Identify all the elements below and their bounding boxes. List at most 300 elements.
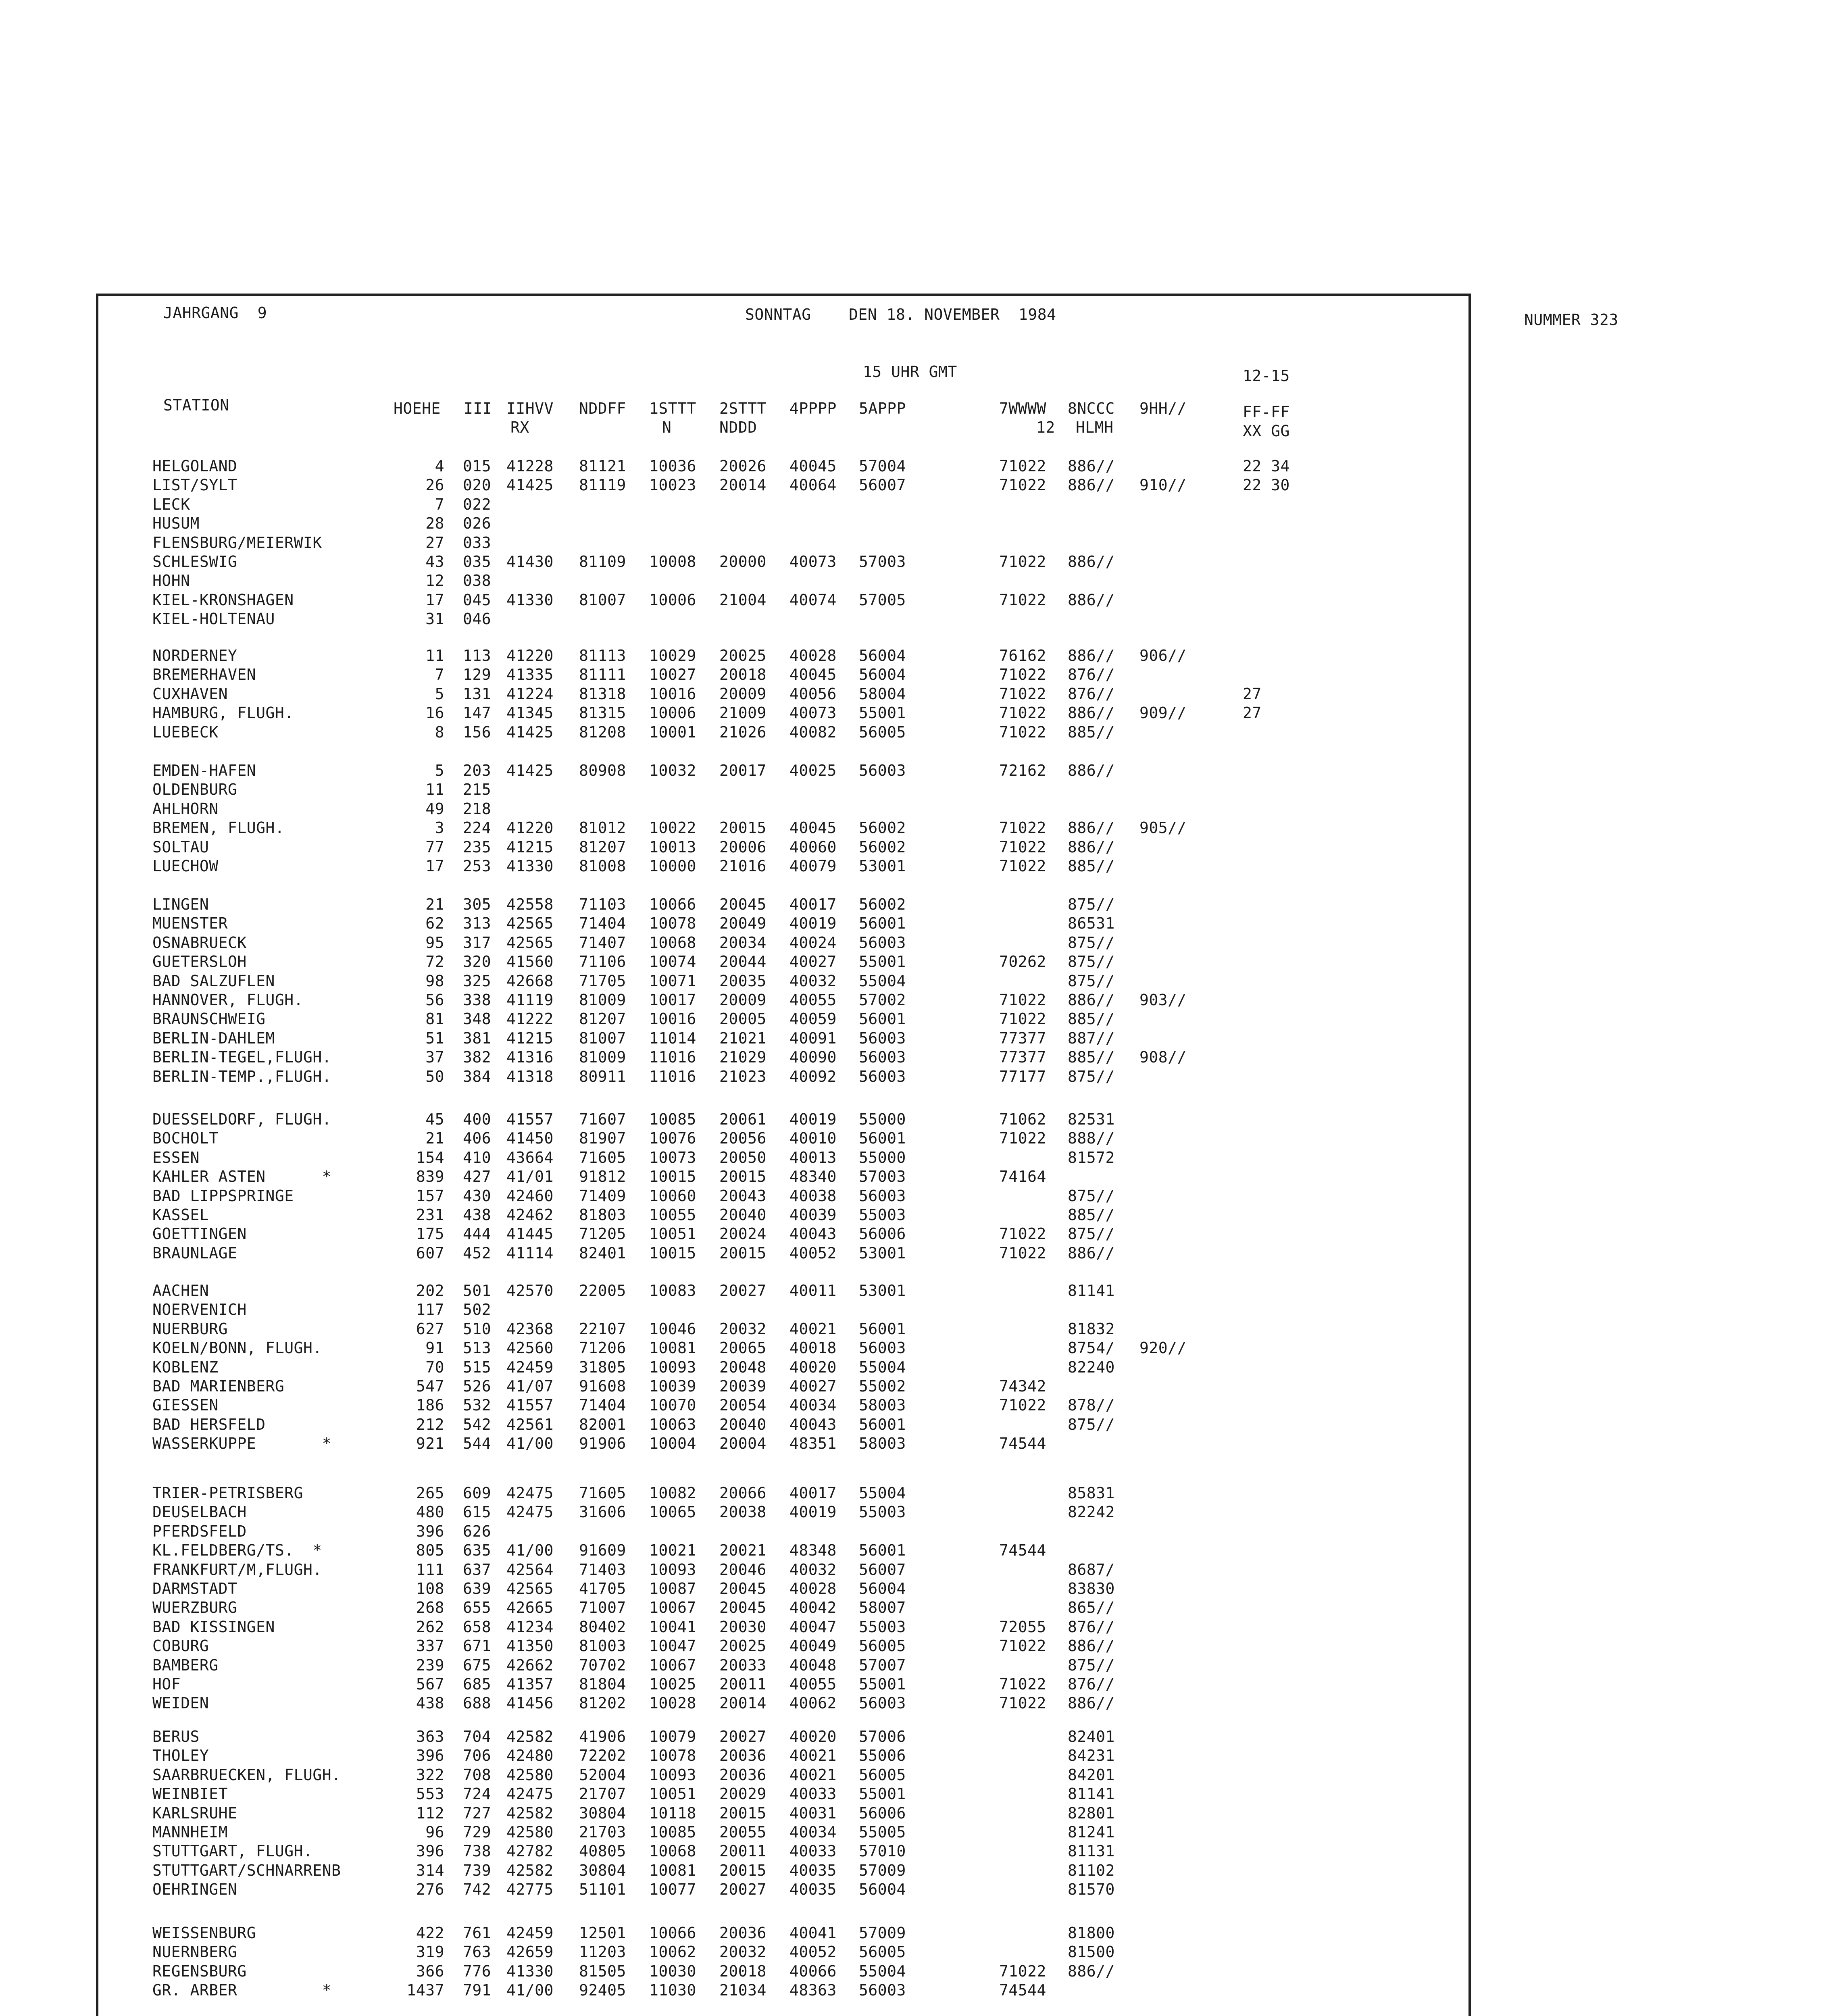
cell-hoehe: 262 [416, 1618, 444, 1636]
cell-wwww7: 77177 [999, 1067, 1046, 1085]
cell-sttt2: 20006 [719, 838, 767, 856]
cell-nddff: 71404 [579, 914, 626, 933]
cell-station: REGENSBURG [152, 1962, 247, 1980]
cell-sttt2: 20021 [719, 1541, 767, 1560]
cell-nccc8: 81141 [1068, 1282, 1115, 1300]
cell-nccc8: 83830 [1068, 1580, 1115, 1597]
cell-appp5: 56003 [859, 1029, 906, 1047]
cell-sttt1: 10006 [649, 591, 696, 609]
cell-sttt2: 20061 [719, 1110, 767, 1128]
cell-nccc8: 81800 [1068, 1924, 1115, 1942]
cell-iii: 675 [463, 1656, 492, 1674]
cell-sttt2: 21023 [719, 1067, 767, 1085]
cell-station: BRAUNLAGE [152, 1244, 237, 1262]
cell-iii: 776 [463, 1962, 492, 1980]
cell-sttt2: 20036 [719, 1924, 767, 1942]
cell-nddff: 71607 [579, 1110, 626, 1128]
cell-hoehe: 96 [425, 1823, 444, 1841]
cell-sttt1: 11016 [649, 1048, 696, 1066]
cell-appp5: 55001 [859, 704, 906, 722]
cell-iii: 685 [463, 1675, 492, 1693]
cell-wwww7: 71022 [999, 553, 1046, 571]
cell-nddff: 81008 [579, 857, 626, 875]
cell-wwww7: 74544 [999, 1541, 1046, 1560]
cell-nccc8: 8687/ [1068, 1560, 1115, 1579]
cell-appp5: 57004 [859, 457, 906, 475]
cell-station: KARLSRUHE [152, 1804, 237, 1822]
cell-appp5: 56006 [859, 1804, 906, 1822]
cell-pppp4: 40073 [789, 704, 837, 722]
cell-nccc8: 878// [1068, 1396, 1115, 1414]
cell-sttt1: 10093 [649, 1560, 696, 1579]
cell-station: STUTTGART, FLUGH. [152, 1842, 313, 1860]
cell-appp5: 56004 [859, 1881, 906, 1899]
cell-nddff: 81003 [579, 1637, 626, 1655]
cell-hoehe: 51 [425, 1029, 444, 1047]
cell-appp5: 56001 [859, 1415, 906, 1433]
cell-wwww7: 71022 [999, 1129, 1046, 1148]
cell-appp5: 57009 [859, 1924, 906, 1942]
cell-pppp4: 40074 [789, 591, 837, 609]
cell-iii: 708 [463, 1766, 492, 1784]
cell-appp5: 56003 [859, 1048, 906, 1066]
cell-nddff: 21707 [579, 1785, 626, 1803]
cell-iii: 704 [463, 1728, 492, 1745]
cell-nccc8: 875// [1068, 953, 1115, 971]
cell-nddff: 11203 [579, 1943, 626, 1961]
cell-station: NOERVENICH [152, 1301, 247, 1319]
cell-pppp4: 40073 [789, 553, 837, 571]
cell-sttt1: 10022 [649, 819, 696, 837]
cell-appp5: 57002 [859, 991, 906, 1009]
cell-station: OEHRINGEN [152, 1881, 237, 1899]
cell-hoehe: 480 [416, 1503, 444, 1521]
cell-station: KASSEL [152, 1206, 209, 1224]
cell-nccc8: 886// [1068, 476, 1115, 494]
cell-station: BAD LIPPSPRINGE [152, 1187, 294, 1205]
col-iihvv-sub: RX [510, 419, 529, 436]
cell-station: BAD SALZUFLEN [152, 972, 275, 990]
cell-sttt1: 10067 [649, 1656, 696, 1674]
cell-appp5: 56003 [859, 933, 906, 952]
cell-iihvv: 41557 [506, 1110, 554, 1128]
cell-station: MANNHEIM [152, 1823, 228, 1841]
cell-sttt2: 20004 [719, 1435, 767, 1453]
cell-sttt2: 20032 [719, 1320, 767, 1338]
cell-hoehe: 11 [425, 781, 444, 799]
cell-nddff: 81119 [579, 476, 626, 494]
cell-appp5: 56002 [859, 896, 906, 913]
cell-hoehe: 31 [425, 610, 444, 628]
cell-appp5: 56005 [859, 1766, 906, 1784]
col-8nccc: 8NCCC [1068, 400, 1115, 417]
cell-iii: 544 [463, 1435, 492, 1453]
cell-hoehe: 45 [425, 1110, 444, 1128]
cell-wwww7: 74342 [999, 1377, 1046, 1395]
cell-ff: 27 [1243, 685, 1262, 703]
cell-iihvv: 43664 [506, 1148, 554, 1166]
cell-sttt2: 20046 [719, 1560, 767, 1579]
cell-sttt1: 10051 [649, 1785, 696, 1803]
cell-iihvv: 41330 [506, 1962, 554, 1980]
cell-appp5: 53001 [859, 1244, 906, 1262]
cell-hoehe: 567 [416, 1675, 444, 1693]
cell-station: LINGEN [152, 896, 209, 913]
cell-pppp4: 40041 [789, 1924, 837, 1942]
cell-sttt2: 20038 [719, 1503, 767, 1521]
cell-iihvv: 41220 [506, 819, 554, 837]
cell-pppp4: 40033 [789, 1785, 837, 1803]
cell-nddff: 81907 [579, 1129, 626, 1148]
cell-nddff: 82401 [579, 1244, 626, 1262]
cell-appp5: 55005 [859, 1823, 906, 1841]
cell-wwww7: 71022 [999, 1244, 1046, 1262]
cell-sttt1: 10063 [649, 1415, 696, 1433]
cell-iii: 406 [463, 1129, 492, 1148]
cell-nddff: 71106 [579, 953, 626, 971]
cell-pppp4: 40019 [789, 914, 837, 933]
cell-iihvv: 42462 [506, 1206, 554, 1224]
cell-wwww7: 71022 [999, 991, 1046, 1009]
cell-station: WASSERKUPPE * [152, 1435, 332, 1453]
cell-iii: 129 [463, 666, 492, 684]
cell-nddff: 22107 [579, 1320, 626, 1338]
cell-station: KIEL-KRONSHAGEN [152, 591, 294, 609]
cell-appp5: 56001 [859, 914, 906, 933]
cell-iii: 203 [463, 762, 492, 779]
cell-iii: 501 [463, 1282, 492, 1300]
cell-hoehe: 553 [416, 1785, 444, 1803]
cell-station: LUECHOW [152, 857, 219, 875]
cell-pppp4: 40034 [789, 1823, 837, 1841]
cell-sttt2: 20034 [719, 933, 767, 952]
cell-nddff: 81505 [579, 1962, 626, 1980]
cell-sttt2: 20027 [719, 1728, 767, 1745]
cell-appp5: 56003 [859, 1694, 906, 1712]
cell-hoehe: 112 [416, 1804, 444, 1822]
cell-iii: 609 [463, 1484, 492, 1502]
col-7wwww-sub: 12 [1036, 419, 1055, 436]
cell-sttt1: 10083 [649, 1282, 696, 1300]
cell-hoehe: 43 [425, 553, 444, 571]
cell-station: PFERDSFELD [152, 1522, 247, 1540]
cell-sttt2: 20026 [719, 457, 767, 475]
cell-iihvv: 41234 [506, 1618, 554, 1636]
cell-sttt2: 20027 [719, 1881, 767, 1899]
cell-sttt1: 10068 [649, 933, 696, 952]
cell-iihvv: 41560 [506, 953, 554, 971]
cell-iii: 348 [463, 1010, 492, 1028]
cell-pppp4: 40018 [789, 1339, 837, 1357]
cell-hoehe: 239 [416, 1656, 444, 1674]
cell-appp5: 55004 [859, 1484, 906, 1502]
cell-nddff: 71605 [579, 1484, 626, 1502]
cell-iii: 046 [463, 610, 492, 628]
cell-pppp4: 40042 [789, 1599, 837, 1617]
cell-station: BREMEN, FLUGH. [152, 819, 285, 837]
cell-sttt1: 11014 [649, 1029, 696, 1047]
cell-pppp4: 40027 [789, 953, 837, 971]
cell-iii: 035 [463, 553, 492, 571]
cell-iihvv: 41330 [506, 591, 554, 609]
cell-hoehe: 396 [416, 1522, 444, 1540]
cell-sttt2: 20056 [719, 1129, 767, 1148]
cell-sttt2: 20044 [719, 953, 767, 971]
cell-iii: 671 [463, 1637, 492, 1655]
cell-station: BAMBERG [152, 1656, 219, 1674]
cell-station: BERLIN-TEMP.,FLUGH. [152, 1067, 332, 1085]
col-2sttt-sub: NDDD [719, 419, 757, 436]
cell-appp5: 56003 [859, 1339, 906, 1357]
cell-pppp4: 40048 [789, 1656, 837, 1674]
cell-hoehe: 95 [425, 933, 444, 952]
cell-iihvv: 41/00 [506, 1541, 554, 1560]
cell-sttt2: 20015 [719, 1804, 767, 1822]
cell-appp5: 57010 [859, 1842, 906, 1860]
cell-pppp4: 40017 [789, 896, 837, 913]
col-5appp: 5APPP [859, 400, 906, 417]
cell-station: BERLIN-TEGEL,FLUGH. [152, 1048, 332, 1066]
cell-appp5: 58003 [859, 1435, 906, 1453]
cell-ff: 22 30 [1243, 476, 1290, 494]
cell-hoehe: 7 [435, 495, 444, 513]
cell-sttt2: 20018 [719, 666, 767, 684]
cell-wwww7: 71022 [999, 1675, 1046, 1693]
cell-iihvv: 41215 [506, 838, 554, 856]
cell-nddff: 71407 [579, 933, 626, 952]
cell-nccc8: 885// [1068, 1010, 1115, 1028]
cell-iihvv: 42565 [506, 914, 554, 933]
cell-station: HOF [152, 1675, 181, 1693]
cell-sttt1: 10021 [649, 1541, 696, 1560]
cell-nddff: 31805 [579, 1358, 626, 1376]
cell-sttt1: 10001 [649, 723, 696, 741]
cell-station: MUENSTER [152, 914, 228, 933]
cell-hoehe: 16 [425, 704, 444, 722]
cell-station: SCHLESWIG [152, 553, 237, 571]
col-ffff-sub: XX GG [1243, 422, 1290, 440]
cell-iii: 635 [463, 1541, 492, 1560]
cell-iii: 215 [463, 781, 492, 799]
cell-pppp4: 40043 [789, 1225, 837, 1243]
cell-wwww7: 74544 [999, 1981, 1046, 1999]
cell-iii: 026 [463, 514, 492, 533]
cell-iii: 382 [463, 1048, 492, 1066]
cell-nccc8: 81570 [1068, 1881, 1115, 1899]
cell-iihvv: 41425 [506, 723, 554, 741]
cell-sttt2: 20040 [719, 1415, 767, 1433]
cell-sttt1: 10079 [649, 1728, 696, 1745]
cell-nddff: 92405 [579, 1981, 626, 1999]
cell-nddff: 41705 [579, 1580, 626, 1597]
cell-hoehe: 314 [416, 1861, 444, 1879]
cell-sttt2: 20009 [719, 685, 767, 703]
cell-pppp4: 40031 [789, 1804, 837, 1822]
cell-nccc8: 865// [1068, 1599, 1115, 1617]
cell-sttt1: 10032 [649, 762, 696, 779]
cell-sttt2: 20015 [719, 1861, 767, 1879]
cell-hoehe: 396 [416, 1747, 444, 1765]
cell-sttt1: 10081 [649, 1339, 696, 1357]
cell-nccc8: 81102 [1068, 1861, 1115, 1879]
cell-nddff: 30804 [579, 1861, 626, 1879]
cell-sttt2: 20039 [719, 1377, 767, 1395]
cell-iihvv: 41/00 [506, 1981, 554, 1999]
cell-sttt1: 10078 [649, 914, 696, 933]
cell-pppp4: 40032 [789, 972, 837, 990]
cell-pppp4: 40047 [789, 1618, 837, 1636]
cell-sttt2: 20049 [719, 914, 767, 933]
cell-appp5: 56004 [859, 1580, 906, 1597]
cell-nddff: 71409 [579, 1187, 626, 1205]
cell-hoehe: 111 [416, 1560, 444, 1579]
cell-iihvv: 41450 [506, 1129, 554, 1148]
issue-number: NUMMER 323 [1524, 311, 1618, 329]
cell-sttt2: 20036 [719, 1747, 767, 1765]
col-4pppp: 4PPPP [789, 400, 837, 417]
cell-hoehe: 212 [416, 1415, 444, 1433]
cell-nccc8: 81241 [1068, 1823, 1115, 1841]
cell-hoehe: 108 [416, 1580, 444, 1597]
cell-sttt1: 10085 [649, 1110, 696, 1128]
cell-iii: 156 [463, 723, 492, 741]
cell-nddff: 80911 [579, 1067, 626, 1085]
gust-interval: 12-15 [1243, 367, 1290, 385]
cell-sttt1: 10015 [649, 1168, 696, 1186]
cell-iihvv: 41/01 [506, 1168, 554, 1186]
cell-station: BAD KISSINGEN [152, 1618, 275, 1636]
cell-iii: 655 [463, 1599, 492, 1617]
cell-iii: 218 [463, 800, 492, 818]
cell-hoehe: 77 [425, 838, 444, 856]
cell-station: LUEBECK [152, 723, 219, 741]
cell-wwww7: 74164 [999, 1168, 1046, 1186]
table-frame [96, 294, 1471, 2016]
cell-nccc8: 875// [1068, 933, 1115, 952]
cell-iihvv: 41425 [506, 762, 554, 779]
cell-nccc8: 886// [1068, 553, 1115, 571]
cell-wwww7: 71022 [999, 1010, 1046, 1028]
cell-sttt2: 20043 [719, 1187, 767, 1205]
cell-appp5: 57007 [859, 1656, 906, 1674]
cell-pppp4: 48340 [789, 1168, 837, 1186]
cell-station: GIESSEN [152, 1396, 219, 1414]
cell-iihvv: 41215 [506, 1029, 554, 1047]
cell-pppp4: 40028 [789, 647, 837, 664]
cell-hh9: 905// [1139, 819, 1187, 837]
cell-pppp4: 40035 [789, 1861, 837, 1879]
cell-iihvv: 42561 [506, 1415, 554, 1433]
cell-wwww7: 71062 [999, 1110, 1046, 1128]
cell-nddff: 70702 [579, 1656, 626, 1674]
cell-pppp4: 40034 [789, 1396, 837, 1414]
cell-hoehe: 56 [425, 991, 444, 1009]
cell-hoehe: 98 [425, 972, 444, 990]
cell-iihvv: 42582 [506, 1804, 554, 1822]
cell-wwww7: 76162 [999, 647, 1046, 664]
cell-appp5: 58007 [859, 1599, 906, 1617]
cell-pppp4: 40052 [789, 1244, 837, 1262]
cell-station: COBURG [152, 1637, 209, 1655]
cell-nddff: 12501 [579, 1924, 626, 1942]
cell-iihvv: 42582 [506, 1728, 554, 1745]
cell-iihvv: 42565 [506, 933, 554, 952]
cell-pppp4: 40052 [789, 1943, 837, 1961]
cell-nddff: 91608 [579, 1377, 626, 1395]
cell-appp5: 56002 [859, 838, 906, 856]
cell-nccc8: 86531 [1068, 914, 1115, 933]
cell-station: ESSEN [152, 1148, 200, 1166]
cell-sttt2: 21009 [719, 704, 767, 722]
cell-appp5: 55003 [859, 1206, 906, 1224]
cell-iihvv: 41318 [506, 1067, 554, 1085]
cell-hoehe: 157 [416, 1187, 444, 1205]
cell-sttt1: 10065 [649, 1503, 696, 1521]
cell-sttt2: 20025 [719, 1637, 767, 1655]
cell-hh9: 908// [1139, 1048, 1187, 1066]
cell-wwww7: 71022 [999, 704, 1046, 722]
cell-pppp4: 40055 [789, 991, 837, 1009]
cell-hoehe: 363 [416, 1728, 444, 1745]
cell-sttt1: 10093 [649, 1358, 696, 1376]
col-1sttt-sub: N [662, 419, 672, 436]
cell-iii: 724 [463, 1785, 492, 1803]
cell-nddff: 81121 [579, 457, 626, 475]
cell-iihvv: 41445 [506, 1225, 554, 1243]
cell-appp5: 57003 [859, 1168, 906, 1186]
cell-nddff: 81207 [579, 1010, 626, 1028]
cell-station: LECK [152, 495, 190, 513]
cell-sttt2: 20035 [719, 972, 767, 990]
cell-hoehe: 268 [416, 1599, 444, 1617]
cell-iii: 739 [463, 1861, 492, 1879]
cell-sttt1: 10060 [649, 1187, 696, 1205]
cell-nddff: 31606 [579, 1503, 626, 1521]
cell-hoehe: 17 [425, 857, 444, 875]
cell-sttt2: 21029 [719, 1048, 767, 1066]
cell-sttt2: 20011 [719, 1675, 767, 1693]
cell-nccc8: 886// [1068, 819, 1115, 837]
cell-iihvv: 42475 [506, 1484, 554, 1502]
cell-appp5: 56003 [859, 1187, 906, 1205]
cell-nccc8: 876// [1068, 666, 1115, 684]
cell-appp5: 55006 [859, 1747, 906, 1765]
cell-iihvv: 42570 [506, 1282, 554, 1300]
cell-iihvv: 42565 [506, 1580, 554, 1597]
cell-wwww7: 71022 [999, 476, 1046, 494]
cell-iii: 113 [463, 647, 492, 664]
cell-nddff: 81007 [579, 591, 626, 609]
cell-iii: 430 [463, 1187, 492, 1205]
cell-sttt2: 20027 [719, 1282, 767, 1300]
cell-pppp4: 40019 [789, 1503, 837, 1521]
cell-appp5: 55002 [859, 1377, 906, 1395]
cell-iii: 729 [463, 1823, 492, 1841]
cell-iii: 438 [463, 1206, 492, 1224]
cell-nccc8: 886// [1068, 1694, 1115, 1712]
cell-pppp4: 40090 [789, 1048, 837, 1066]
cell-wwww7: 71022 [999, 723, 1046, 741]
cell-station: FLENSBURG/MEIERWIK [152, 533, 322, 552]
cell-pppp4: 40028 [789, 1580, 837, 1597]
cell-iii: 513 [463, 1339, 492, 1357]
cell-appp5: 57006 [859, 1728, 906, 1745]
cell-wwww7: 71022 [999, 1962, 1046, 1980]
cell-hoehe: 5 [435, 685, 444, 703]
cell-station: BRAUNSCHWEIG [152, 1010, 266, 1028]
cell-nddff: 81009 [579, 991, 626, 1009]
cell-appp5: 55004 [859, 1358, 906, 1376]
